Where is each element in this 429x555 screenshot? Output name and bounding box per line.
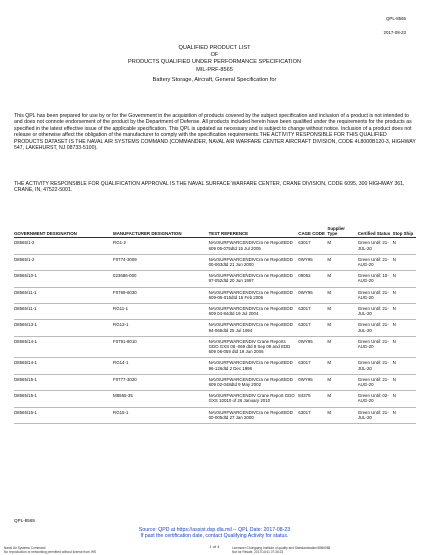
table-cell: M8565-35 <box>113 391 209 407</box>
table-cell: Green Until: 21-JUL-20 <box>358 407 393 423</box>
table-cell: M <box>327 271 357 287</box>
table-cell: Green Until: 21-JUL-20 <box>358 304 393 320</box>
table-cell: M <box>327 320 357 336</box>
table-cell: NAVSURFWARCENDIVCra ne ReportEDD 97-052dtd 20 Jun 1997 <box>209 271 299 287</box>
table-cell: N <box>393 320 416 336</box>
table-cell: D8565/13-1 <box>14 320 113 336</box>
column-header: GOVERNMENT DESIGNATION <box>14 226 113 238</box>
table-cell: Green Until: 21-JUL-20 <box>358 358 393 374</box>
table-cell: N <box>393 238 416 254</box>
table-row <box>14 304 416 320</box>
table-cell: Green Until: 21-JUL-20 <box>358 320 393 336</box>
table-cell: 0WY95 <box>298 374 327 390</box>
table-row <box>14 320 416 336</box>
table-cell: D8565/1-2 <box>14 238 113 254</box>
table-cell: NAVSURFWARCENDIVCra ne ReportEDD 609 04-84dtd 19 Jul 2004 <box>209 304 299 320</box>
table-cell: M <box>327 336 357 358</box>
table-cell: NAVSURFWARCENDIVCra ne ReportEDD 94-066dtd 25 Jul 1994 <box>209 320 299 336</box>
table-cell: N <box>393 391 416 407</box>
table-cell: F0791-8010 <box>113 336 209 358</box>
table-row <box>14 391 416 407</box>
footer-right-line-1: Licensee=Chongqing Institute of quality and Standardization/5966088 <box>232 546 331 550</box>
table-cell: NAVSURFWARCENDIV Crane Report GDO GXS 10010 of 26 January 2010 <box>209 391 299 407</box>
table-cell: N <box>393 336 416 358</box>
header-doc-id: QPL-8565 <box>385 16 406 21</box>
table-cell: N <box>393 271 416 287</box>
table-cell: D8565/15-1 <box>14 407 113 423</box>
table-cell: Green Until: 21-AUG-20 <box>358 374 393 390</box>
table-cell: 023686-000 <box>113 271 209 287</box>
table-row <box>14 358 416 374</box>
table-cell: N <box>393 254 416 270</box>
approval-paragraph: THE ACTIVITY RESPONSIBLE FOR QUALIFICATION APPROVAL IS THE NAVAL SURFACE WARFARE CENTER, CRANE DIVISION, CODE 6095, 300 HIGHWAY 361, CRANE, IN, 47522-5001. <box>14 181 405 194</box>
page-number: 1 of 4 <box>209 544 220 549</box>
table-cell: 0WY95 <box>298 287 327 303</box>
table-cell: Green Until: 21-AUG-20 <box>358 336 393 358</box>
table-row <box>14 254 416 270</box>
table-cell: D8565/11-1 <box>14 304 113 320</box>
table-row <box>14 238 416 254</box>
table-header-row <box>14 226 416 238</box>
column-header: MANUFACTURER DESIGNATION <box>113 226 209 238</box>
column-header: CAGE CODE <box>298 226 327 238</box>
header-date: 2017-08-23 <box>383 30 406 35</box>
title-block <box>0 45 429 84</box>
table-row <box>14 287 416 303</box>
source-block <box>0 527 429 539</box>
table-cell: N <box>393 407 416 423</box>
column-header: Stop Ship <box>393 226 416 238</box>
table-cell: NAVSURFWARCENDIV Crane Reports GDO GXS 08 -069 dtd 8 Sep 08 and EDD 609 06-059 dtd 19 Jun 2006 <box>209 336 299 358</box>
column-header: TEST REFERENCE <box>209 226 299 238</box>
table-cell: M <box>327 238 357 254</box>
footer-right-line-2: Not for Resale, 2017/10/11 07:36:23 <box>232 550 284 554</box>
footer-doc-id: QPL-8565 <box>14 518 35 523</box>
table-cell: NAVSURFWARCENDIVCra ne ReportEDD 00-063dtd 21 Jun 2000 <box>209 254 299 270</box>
table-cell: D8565/14-1 <box>14 358 113 374</box>
table-cell: Green Until: 21-AUG-20 <box>358 254 393 270</box>
intro-paragraph: This QPL has been prepared for use by or for the Government in the acquisition of products covered by the subject specification and inclusion of a product is not intended to and does not connote endorsement of the product by the Department of Defense. All products included herein have been qualified under the requirements for the products as specified in the latest effective issue of the applicable specification. This QPL is updated as necessary and is subject to change without notice. Inclusion of a product does not release or otherwise affect the obligation of the manufacturer to comply with the specification requirements.THE ACTIVITY RESPONSIBLE FOR THIS QUALIFIED PRODUCTS DATASET IS THE NAVAL AIR SYSTEMS COMMAND (COMMANDER, NAVAL AIR WARFARE CENTER AIRCRAFT DIVISION, CODE 4L8000B120-3, HIGHWAY 547, LAKEHURST, NJ 08733-5100). <box>14 113 416 152</box>
table-row <box>14 336 416 358</box>
table-cell: Green Until: 21-JUL-20 <box>358 238 393 254</box>
footer-left <box>4 546 96 554</box>
table-cell: F0774-3009 <box>113 254 209 270</box>
table-cell: 0WY95 <box>298 336 327 358</box>
table-row <box>14 407 416 423</box>
table-cell: D8565/14-1 <box>14 336 113 358</box>
table-row <box>14 271 416 287</box>
table-cell: D8565/10-1 <box>14 271 113 287</box>
source-link[interactable]: Source: QPD at https://assist.dsp.dla.mil -- QPL Date: 2017-08-23 <box>138 527 291 533</box>
column-header: Certified Status <box>358 226 393 238</box>
header-block <box>384 16 406 36</box>
table-cell: N <box>393 358 416 374</box>
table-cell: RG13-1 <box>113 320 209 336</box>
footer-left-line-2: No reproduction or networking permitted without license from IHS <box>4 550 97 554</box>
spec-number: MIL-PRF-8565 <box>196 66 233 73</box>
title-line-3: PRODUCTS QUALIFIED UNDER PERFORMANCE SPECIFICATION <box>127 59 301 66</box>
table-cell: Green Until: 10-AUG-20 <box>358 271 393 287</box>
table-cell: M <box>327 287 357 303</box>
certification-note: If past the certification date, contact Qualifying Activity for status. <box>140 533 289 540</box>
table-cell: 63017 <box>298 407 327 423</box>
footer-right <box>232 546 330 554</box>
table-cell: NAVSURFWARCENDIVCra ne ReportEDD 00-005dtd 27 Jan 2000 <box>209 407 299 423</box>
table-row <box>14 374 416 390</box>
table-cell: NAVSURFWARCENDIVCra ne ReportEDD 609 02-048dtd 9 May 2002 <box>209 374 299 390</box>
title-line-1: QUALIFIED PRODUCT LIST <box>178 45 251 51</box>
table-cell: N <box>393 374 416 390</box>
table-cell: RG15-1 <box>113 407 209 423</box>
table-cell: NAVSURFWARCENDIVCra ne ReportEDD 609 05-075dtd 15 Jul 2005 <box>209 238 299 254</box>
table-cell: M <box>327 391 357 407</box>
table-cell: N <box>393 287 416 303</box>
table-cell: 0WY95 <box>298 254 327 270</box>
table-cell: RG1-2 <box>113 238 209 254</box>
column-header: Supplier Type <box>327 226 357 238</box>
table-cell: D8565/15-1 <box>14 374 113 390</box>
table-cell: 63017 <box>298 320 327 336</box>
table-cell: 63017 <box>298 304 327 320</box>
table-cell: M <box>327 358 357 374</box>
table-cell: Green Until: 02-AUG-20 <box>358 391 393 407</box>
table-cell: 63017 <box>298 358 327 374</box>
table-cell: M <box>327 254 357 270</box>
table-cell: 09052 <box>298 271 327 287</box>
footer-left-line-1: Naval Air Systems Command <box>4 546 46 550</box>
table-cell: N <box>393 304 416 320</box>
spec-title: Battery Storage, Aircraft, General Specification for <box>152 76 277 83</box>
title-line-2: OF <box>210 52 219 59</box>
table-cell: NAVSURFWARCENDIVCra ne ReportEDD 96-126dtd 2 Dec 1996 <box>209 358 299 374</box>
table-cell: RG14-1 <box>113 358 209 374</box>
table-cell: D8565/1-2 <box>14 254 113 270</box>
table-cell: D8565/15-1 <box>14 391 113 407</box>
table-cell: D8565/11-1 <box>14 287 113 303</box>
table-cell: M <box>327 407 357 423</box>
qpl-table <box>14 226 416 424</box>
table-cell: 63017 <box>298 238 327 254</box>
table-cell: F0769-6030 <box>113 287 209 303</box>
table-cell: M <box>327 374 357 390</box>
table-cell: M <box>327 304 357 320</box>
table-cell: Green Until: 21-AUG-20 <box>358 287 393 303</box>
table-cell: F0777-3020 <box>113 374 209 390</box>
table-cell: 84375 <box>298 391 327 407</box>
table-cell: NAVSURFWARCENDIVCra ne ReportEDD 609-05-015dtd 15 Feb 2005 <box>209 287 299 303</box>
table-cell: RG11-1 <box>113 304 209 320</box>
